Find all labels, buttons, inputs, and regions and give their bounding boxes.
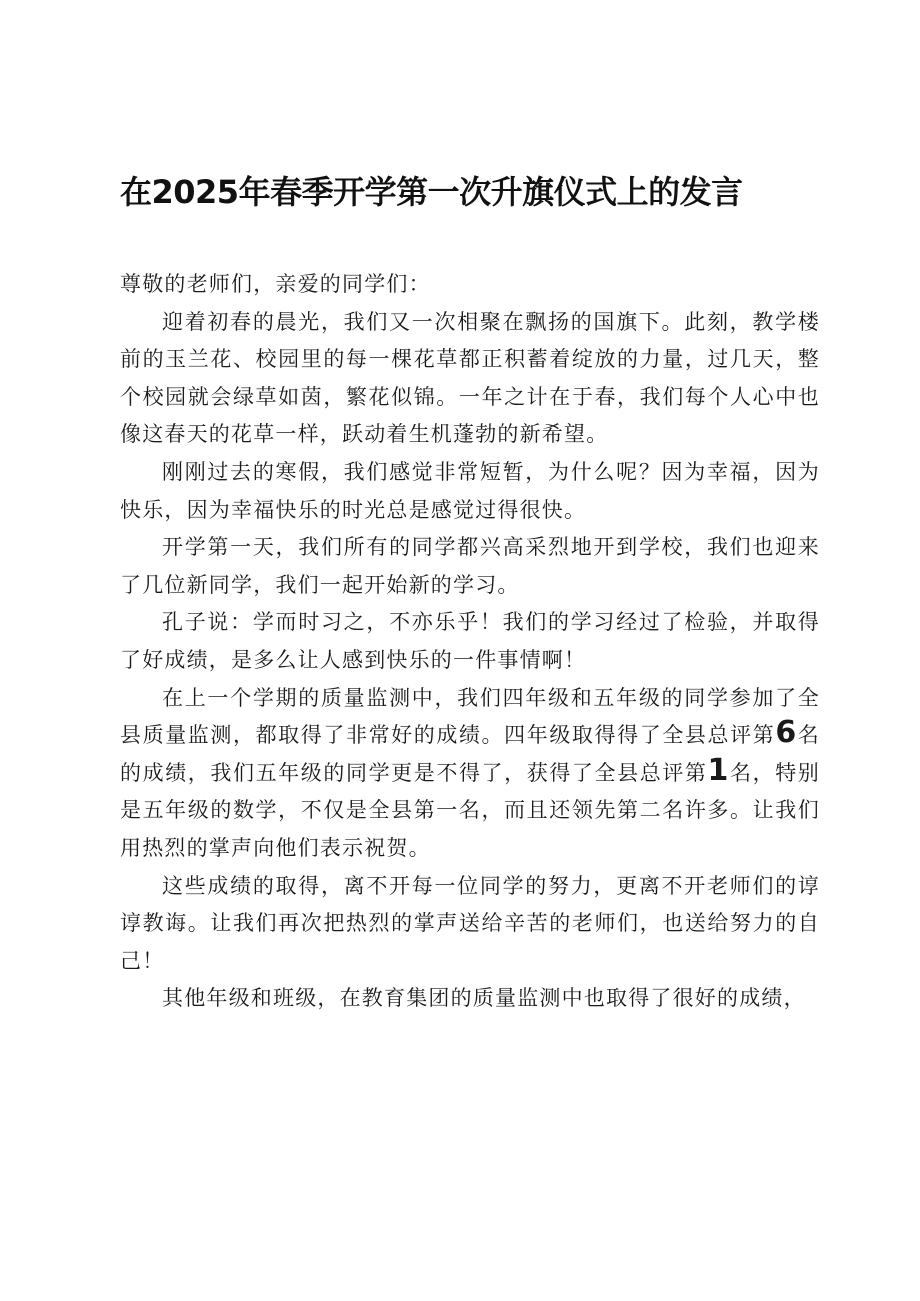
document-body — [120, 266, 820, 1018]
document-title: 在2025年春季开学第一次升旗仪式上的发言 — [120, 173, 743, 211]
paragraph-thanks: 这些成绩的取得，离不开每一位同学的努力，更离不开老师们的谆谆教诲。让我们再次把热烈的掌声送给辛苦的老师们，也送给努力的自己！ — [120, 873, 820, 973]
paragraph-other-grades: 其他年级和班级，在教育集团的质量监测中也取得了很好的成绩， — [162, 986, 806, 1011]
paragraph-confucius: 孔子说：学而时习之，不亦乐乎！我们的学习经过了检验，并取得了好成绩，是多么让人感到快乐的一件事情啊！ — [120, 610, 820, 672]
grade5-rank: 1 — [707, 752, 730, 788]
results-text-part2: 名的成绩，我们五年级的同学更是不得了，获得了全县总评第 — [120, 723, 820, 785]
paragraph-first-day: 开学第一天，我们所有的同学都兴高采烈地开到学校，我们也迎来了几位新同学，我们一起开始新的学习。 — [120, 535, 820, 597]
paragraph-spring: 迎着初春的晨光，我们又一次相聚在飘扬的国旗下。此刻，教学楼前的玉兰花、校园里的每一棵花草都正积蓄着绽放的力量，过几天，整个校园就会绿草如茵，繁花似锦。一年之计在于春，我们每个人心中也像这春天的花草一样，跃动着生机蓬勃的新希望。 — [120, 309, 820, 447]
results-text-part1: 在上一个学期的质量监测中，我们四年级和五年级的同学参加了全县质量监测，都取得了非常好的成绩。四年级取得得了全县总评第 — [120, 685, 820, 748]
results-text-part3: 名，特别是五年级的数学，不仅是全县第一名，而且还领先第二名许多。让我们用热烈的掌声向他们表示祝贺。 — [120, 760, 820, 860]
paragraph-results — [120, 680, 820, 868]
paragraph-winter-break: 刚刚过去的寒假，我们感觉非常短暂，为什么呢？因为幸福，因为快乐，因为幸福快乐的时光总是感觉过得很快。 — [120, 459, 820, 522]
salutation: 尊敬的老师们，亲爱的同学们： — [120, 272, 431, 296]
grade4-rank: 6 — [775, 715, 798, 751]
